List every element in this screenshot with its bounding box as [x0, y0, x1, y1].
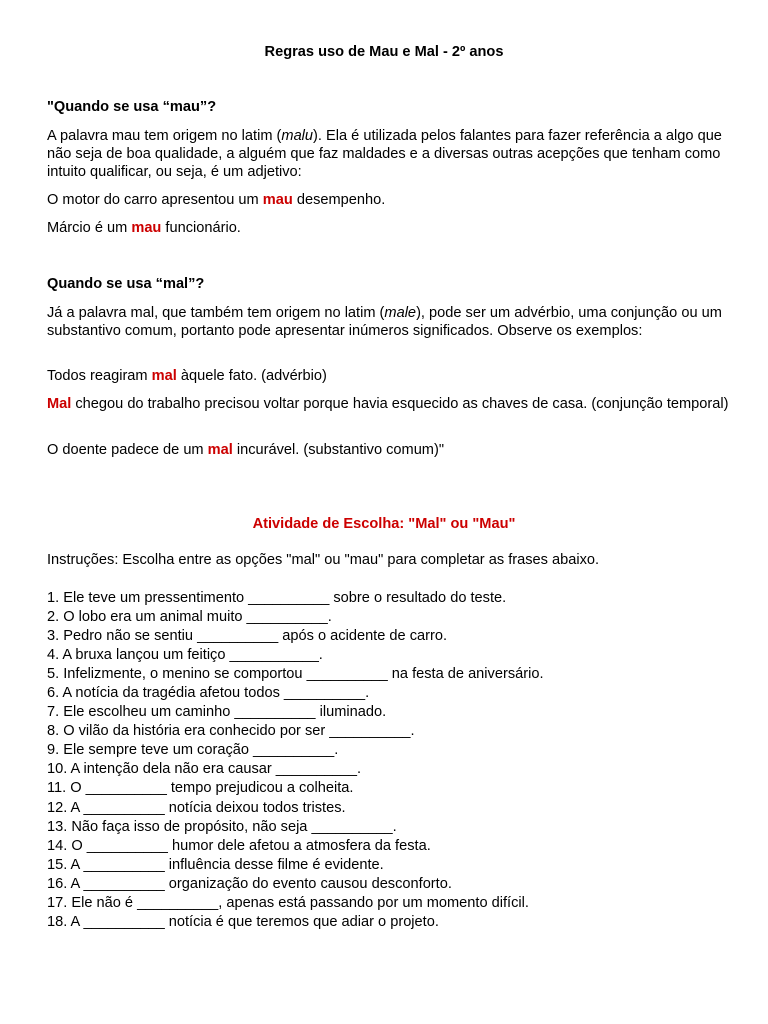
list-item: 5. Infelizmente, o menino se comportou __________ na festa de aniversário. [47, 666, 544, 683]
list-item: 12. A __________ notícia deixou todos tristes. [47, 799, 346, 816]
document-title: Regras uso de Mau e Mal - 2º anos [264, 44, 504, 60]
mau-example-2: Márcio é um mau funcionário. [47, 220, 241, 236]
highlight-word: Mal [47, 396, 72, 412]
list-item: 2. O lobo era um animal muito __________. [47, 609, 332, 626]
list-item: 18. A __________ notícia é que teremos que adiar o projeto. [47, 913, 439, 930]
list-item: 9. Ele sempre teve um coração __________. [47, 742, 339, 759]
list-item: 8. O vilão da história era conhecido por ser __________. [47, 723, 415, 740]
list-item: 13. Não faça isso de propósito, não seja __________. [47, 818, 397, 835]
mal-example-2: Mal chegou do trabalho precisou voltar porque havia esquecido as chaves de casa. (conjunção temporal) [47, 396, 729, 412]
list-item: 3. Pedro não se sentiu __________ após o acidente de carro. [47, 628, 448, 645]
mau-paragraph: A palavra mau tem origem no latim (malu). Ela é utilizada pelos falantes para fazer referência a algo que não seja de boa qualidade, a alguém que faz maldades e a diversas outras acepções que tenham como intuito qualificar, ou seja, é um adjetivo: [47, 128, 722, 180]
mau-example-1: O motor do carro apresentou um mau desempenho. [47, 192, 386, 208]
list-item: 6. A notícia da tragédia afetou todos __________. [47, 685, 370, 702]
list-item: 15. A __________ influência desse filme é evidente. [47, 856, 384, 873]
list-item: 10. A intenção dela não era causar __________. [47, 761, 362, 778]
list-item: 4. A bruxa lançou um feitiço ___________. [47, 647, 323, 664]
mal-heading: Quando se usa “mal”? [47, 276, 205, 292]
activity-title: Atividade de Escolha: "Mal" ou "Mau" [252, 516, 516, 532]
highlight-word: mal [207, 442, 233, 458]
mau-heading: "Quando se usa “mau”? [47, 99, 217, 115]
list-item: 14. O __________ humor dele afetou a atmosfera da festa. [47, 837, 431, 854]
list-item: 16. A __________ organização do evento causou desconforto. [47, 875, 452, 892]
mal-example-3: O doente padece de um mal incurável. (substantivo comum)" [47, 442, 445, 458]
list-item: 1. Ele teve um pressentimento __________ sobre o resultado do teste. [47, 590, 507, 606]
highlight-word: mau [131, 220, 162, 236]
list-item: 11. O __________ tempo prejudicou a colheita. [47, 780, 354, 797]
list-item: 17. Ele não é __________, apenas está passando por um momento difícil. [47, 894, 529, 911]
list-item: 7. Ele escolheu um caminho __________ iluminado. [47, 704, 387, 721]
activity-list [47, 589, 747, 932]
mal-paragraph: Já a palavra mal, que também tem origem no latim (male), pode ser um advérbio, uma conjunção ou um substantivo comum, portanto pode apresentar inúmeros significados. Observe os exemplos: [47, 305, 722, 339]
highlight-word: mau [262, 192, 293, 208]
mal-example-1: Todos reagiram mal àquele fato. (advérbio) [47, 368, 327, 384]
highlight-word: mal [151, 368, 177, 384]
activity-instructions: Instruções: Escolha entre as opções "mal" ou "mau" para completar as frases abaixo. [47, 552, 600, 568]
